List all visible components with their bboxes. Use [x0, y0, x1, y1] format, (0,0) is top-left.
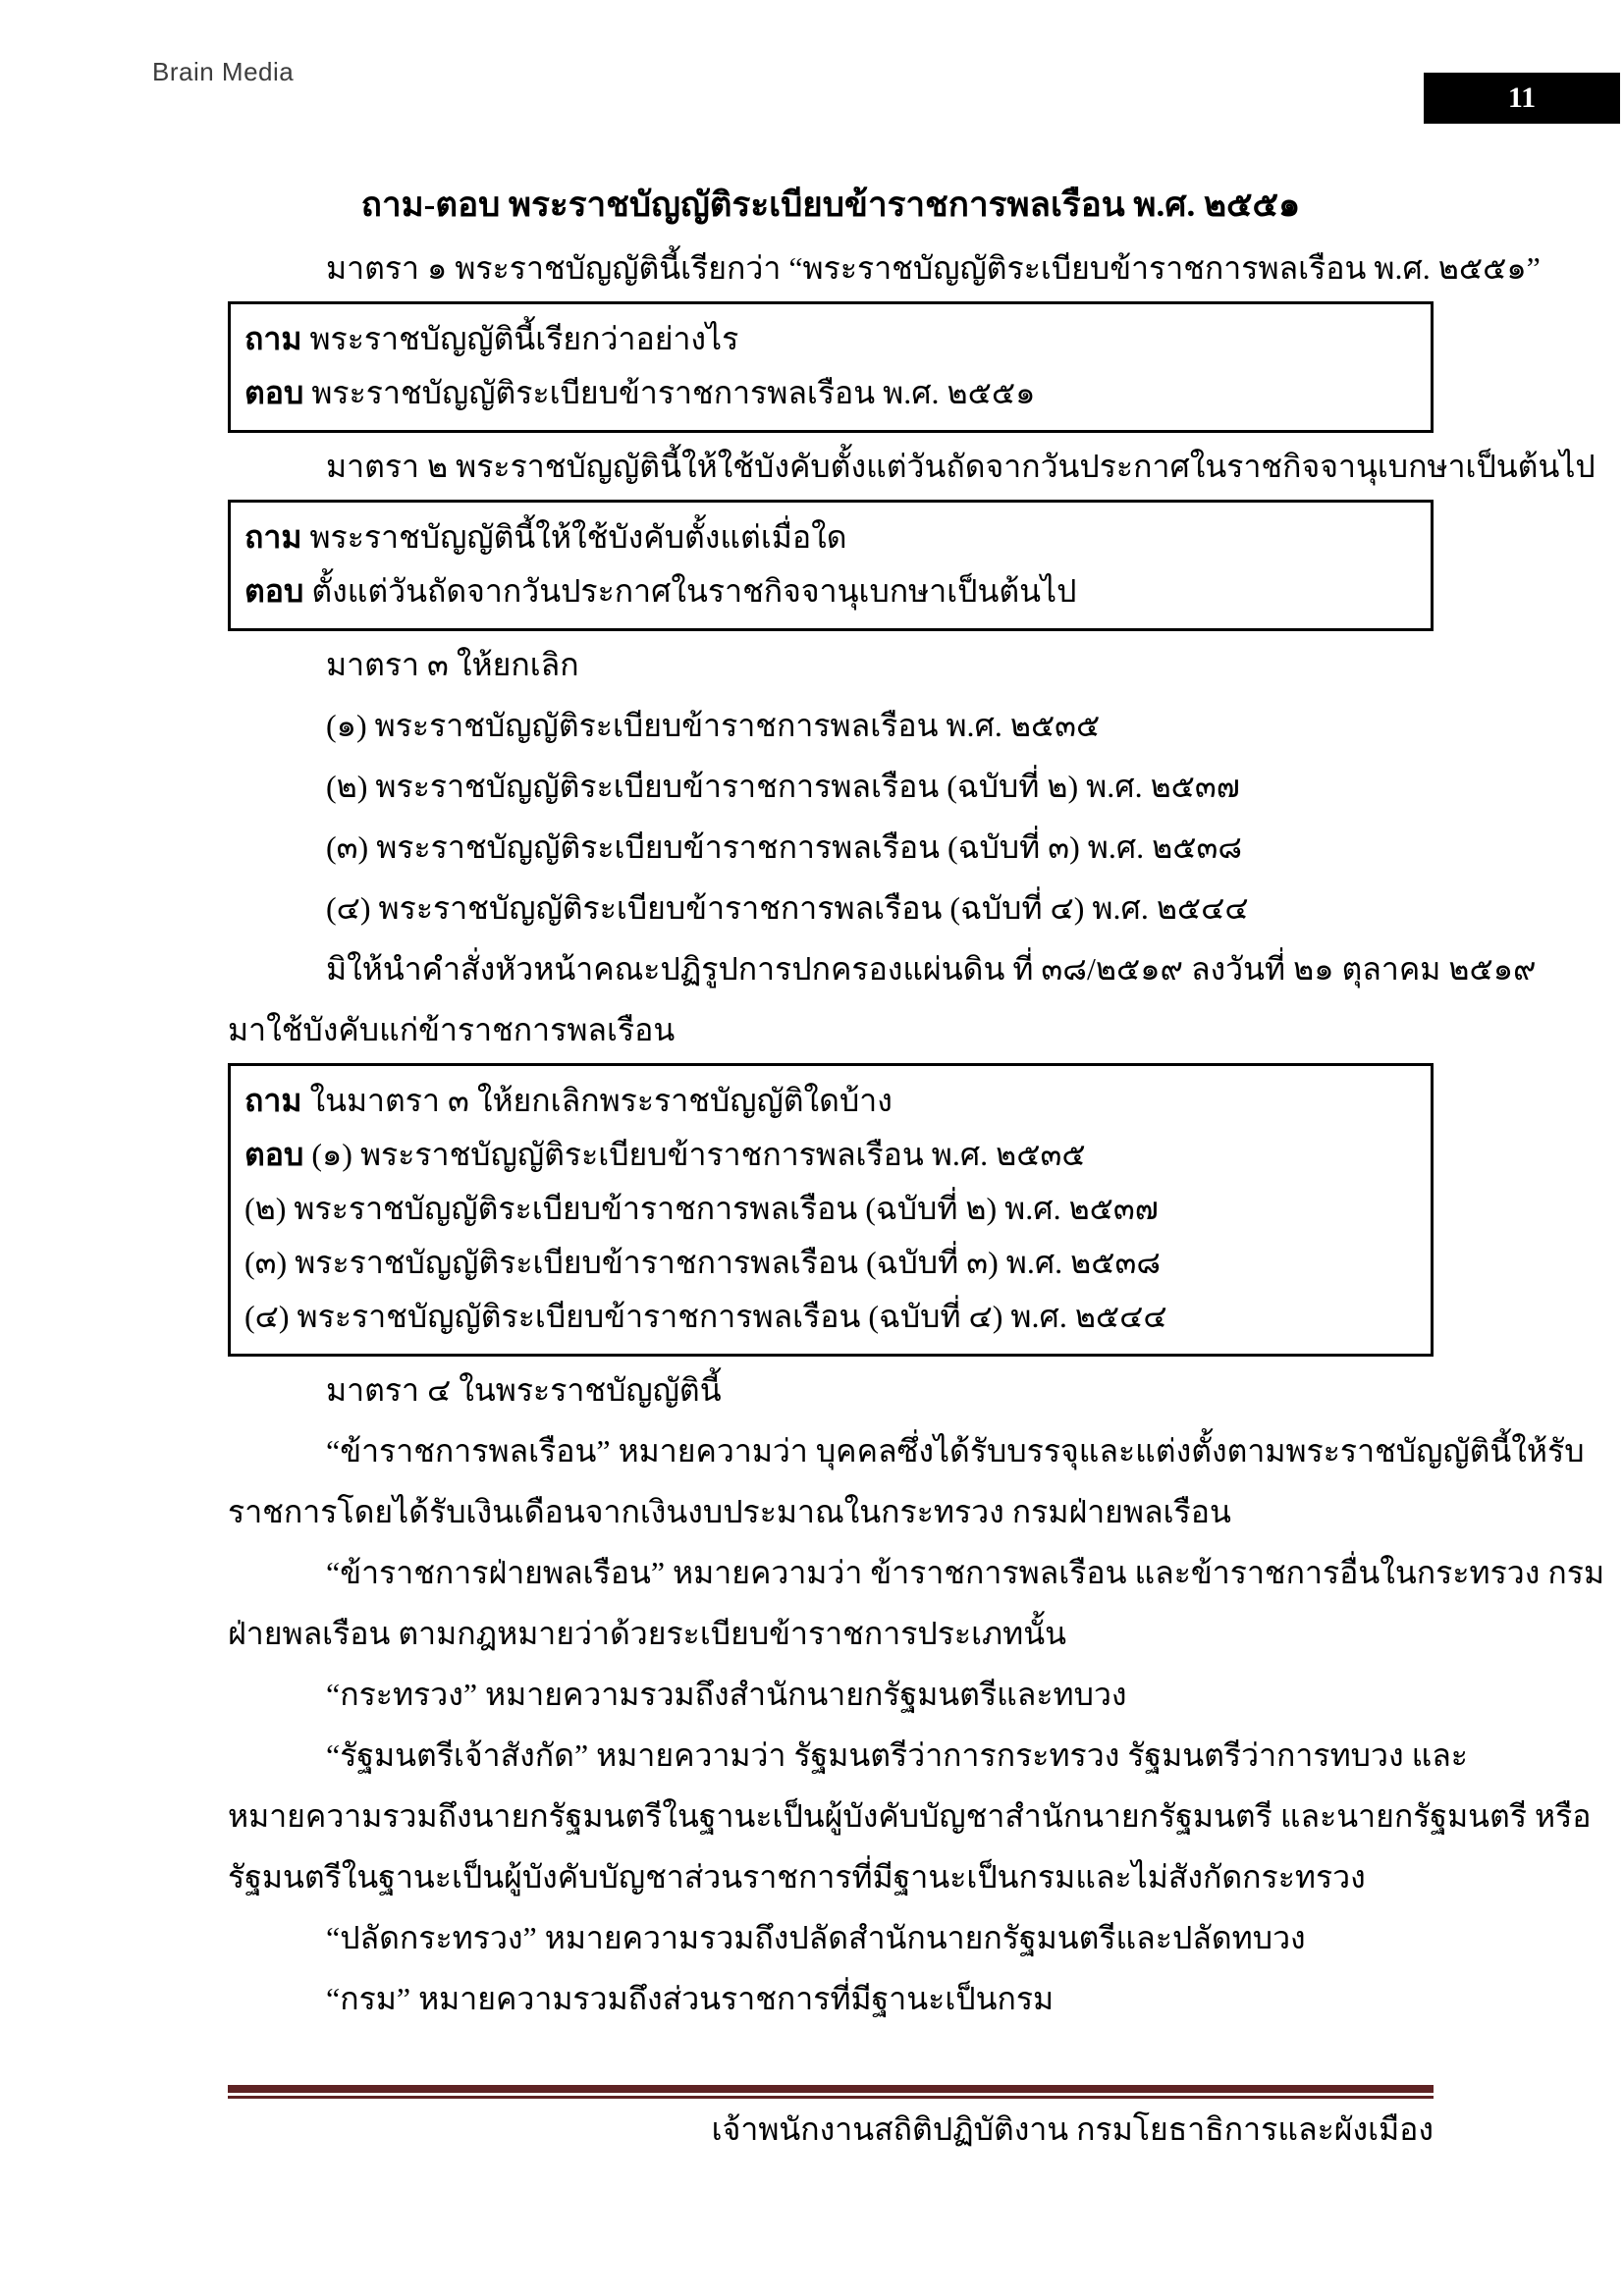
paragraph-line: รัฐมนตรีในฐานะเป็นผู้บังคับบัญชาส่วนราชการที่มีฐานะเป็นกรมและไม่สังกัดกระทรวง — [228, 1859, 1366, 1895]
page-footer — [228, 2085, 1434, 2154]
paragraph-line: มาตรา ๔ ในพระราชบัญญัตินี้ — [326, 1372, 722, 1408]
paragraph-line: มิให้นำคำสั่งหัวหน้าคณะปฏิรูปการปกครองแผ่นดิน ที่ ๓๘/๒๕๑๙ ลงวันที่ ๒๑ ตุลาคม ๒๕๑๙ — [326, 951, 1537, 987]
paragraph-line: ราชการโดยได้รับเงินเดือนจากเงินงบประมาณในกระทรวง กรมฝ่ายพลเรือน — [228, 1494, 1231, 1529]
qa-box — [228, 301, 1434, 433]
paragraph-line: “กรม” หมายความรวมถึงส่วนราชการที่มีฐานะเป็นกรม — [326, 1981, 1055, 2016]
qa-label: ถาม — [244, 1083, 302, 1118]
paragraph-line: “ข้าราชการพลเรือน” หมายความว่า บุคคลซึ่งได้รับบรรจุและแต่งตั้งตามพระราชบัญญัตินี้ให้รับ — [326, 1433, 1585, 1468]
qa-label: ถาม — [244, 321, 302, 356]
qa-label: ตอบ — [244, 1137, 304, 1172]
paragraph-line: “ข้าราชการฝ่ายพลเรือน” หมายความว่า ข้าราชการพลเรือน และข้าราชการอื่นในกระทรวง กรม — [326, 1555, 1605, 1590]
document-blocks — [228, 238, 1605, 2029]
paragraph-line: มาตรา ๒ พระราชบัญญัตินี้ให้ใช้บังคับตั้งแต่วันถัดจากวันประกาศในราชกิจจานุเบกษาเป็นต้นไป — [326, 449, 1596, 484]
question-line: ถาม ในมาตรา ๓ ให้ยกเลิกพระราชบัญญัติใดบ้าง — [244, 1083, 893, 1118]
qa-label: ตอบ — [244, 375, 304, 410]
qa-box — [228, 500, 1434, 631]
paragraph-line: “ปลัดกระทรวง” หมายความรวมถึงปลัดสำนักนายกรัฐมนตรีและปลัดทบวง — [326, 1920, 1306, 1955]
question-line: ถาม พระราชบัญญัตินี้เรียกว่าอย่างไร — [244, 321, 739, 356]
paragraph-line: “กระทรวง” หมายความรวมถึงสำนักนายกรัฐมนตรีและทบวง — [326, 1677, 1127, 1712]
qa-label: ตอบ — [244, 573, 304, 609]
answer-continuation-line: (๔) พระราชบัญญัติระเบียบข้าราชการพลเรือน (ฉบับที่ ๔) พ.ศ. ๒๕๔๔ — [244, 1299, 1167, 1334]
paragraph-line: หมายความรวมถึงนายกรัฐมนตรีในฐานะเป็นผู้บังคับบัญชาสำนักนายกรัฐมนตรี และนายกรัฐมนตรี หรือ — [228, 1798, 1592, 1834]
answer-continuation-line: (๒) พระราชบัญญัติระเบียบข้าราชการพลเรือน (ฉบับที่ ๒) พ.ศ. ๒๕๓๗ — [244, 1191, 1159, 1226]
answer-continuation-line: (๓) พระราชบัญญัติระเบียบข้าราชการพลเรือน (ฉบับที่ ๓) พ.ศ. ๒๕๓๘ — [244, 1245, 1161, 1280]
page-number: 11 — [1507, 81, 1537, 114]
page-number-badge — [1424, 73, 1620, 124]
page-title: ถาม-ตอบ พระราชบัญญัติระเบียบข้าราชการพลเรือน พ.ศ. ๒๕๕๑ — [360, 186, 1301, 224]
answer-line: ตอบ (๑) พระราชบัญญัติระเบียบข้าราชการพลเรือน พ.ศ. ๒๕๓๕ — [244, 1137, 1086, 1172]
paragraph-line: มาตรา ๑ พระราชบัญญัตินี้เรียกว่า “พระราชบัญญัติระเบียบข้าราชการพลเรือน พ.ศ. ๒๕๕๑” — [326, 250, 1541, 286]
footer-rule-thin — [228, 2096, 1434, 2099]
paragraph-line: (๓) พระราชบัญญัติระเบียบข้าราชการพลเรือน (ฉบับที่ ๓) พ.ศ. ๒๕๓๘ — [326, 829, 1242, 865]
qa-box — [228, 1063, 1434, 1357]
paragraph-line: มาตรา ๓ ให้ยกเลิก — [326, 647, 579, 682]
answer-line: ตอบ ตั้งแต่วันถัดจากวันประกาศในราชกิจจานุเบกษาเป็นต้นไป — [244, 573, 1077, 609]
brand-label: Brain Media — [152, 57, 295, 86]
paragraph-line: “รัฐมนตรีเจ้าสังกัด” หมายความว่า รัฐมนตรีว่าการกระทรวง รัฐมนตรีว่าการทบวง และ — [326, 1737, 1468, 1773]
document-body — [228, 175, 1605, 2029]
paragraph-line: (๔) พระราชบัญญัติระเบียบข้าราชการพลเรือน (ฉบับที่ ๔) พ.ศ. ๒๕๔๔ — [326, 890, 1249, 926]
paragraph-line: มาใช้บังคับแก่ข้าราชการพลเรือน — [228, 1012, 676, 1047]
paragraph-line: ฝ่ายพลเรือน ตามกฎหมายว่าด้วยระเบียบข้าราชการประเภทนั้น — [228, 1616, 1066, 1651]
paragraph-line: (๒) พระราชบัญญัติระเบียบข้าราชการพลเรือน (ฉบับที่ ๒) พ.ศ. ๒๕๓๗ — [326, 769, 1240, 804]
answer-line: ตอบ พระราชบัญญัติระเบียบข้าราชการพลเรือน พ.ศ. ๒๕๕๑ — [244, 375, 1036, 410]
footer-rule-thick — [228, 2085, 1434, 2093]
question-line: ถาม พระราชบัญญัตินี้ให้ใช้บังคับตั้งแต่เมื่อใด — [244, 519, 847, 555]
paragraph-line: (๑) พระราชบัญญัติระเบียบข้าราชการพลเรือน พ.ศ. ๒๕๓๕ — [326, 708, 1101, 743]
qa-label: ถาม — [244, 519, 302, 555]
footer-credit: เจ้าพนักงานสถิติปฏิบัติงาน กรมโยธาธิการและผังเมือง — [711, 2111, 1434, 2147]
